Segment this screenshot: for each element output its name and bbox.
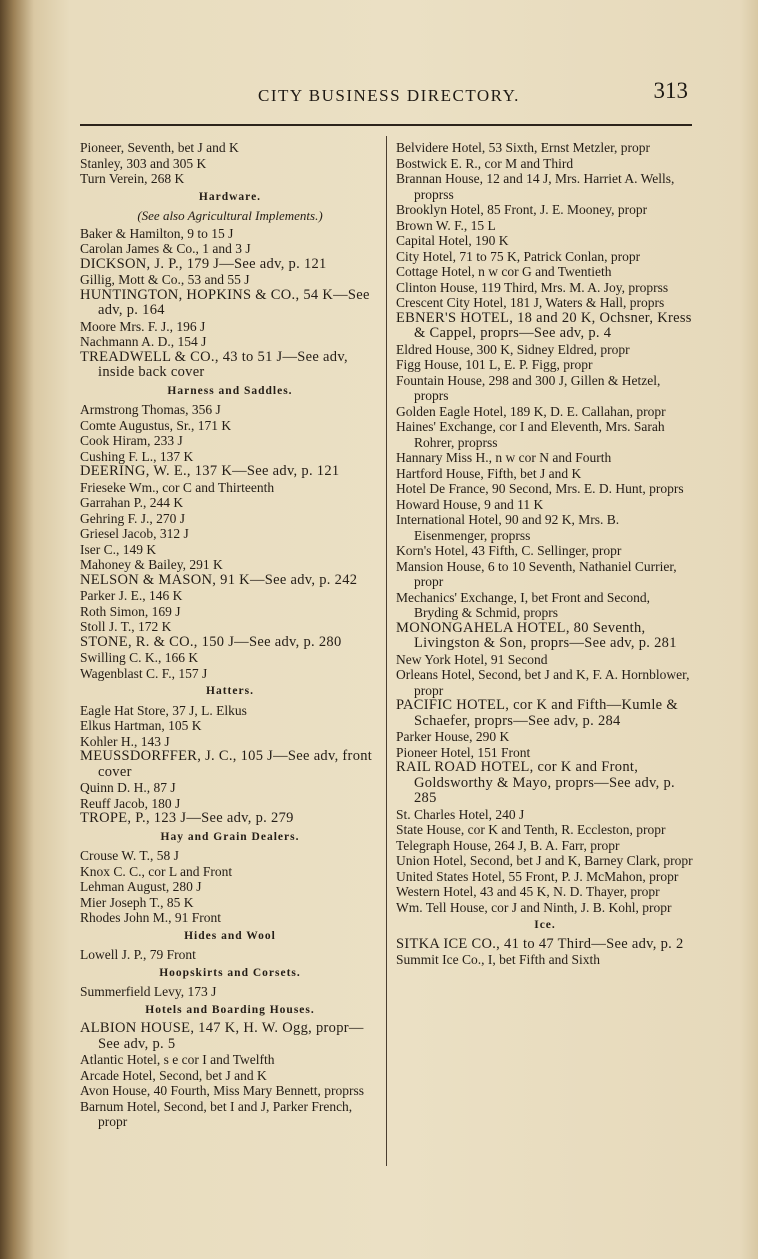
directory-entry: Eldred House, 300 K, Sidney Eldred, propr <box>396 341 630 357</box>
directory-entry: Barnum Hotel, Second, bet I and J, Parker French, propr <box>80 1098 353 1129</box>
directory-entry: Roth Simon, 169 J <box>80 603 181 619</box>
directory-entry: Nachmann A. D., 154 J <box>80 334 207 349</box>
section-heading: Hotels and Boarding Houses. <box>145 1003 315 1016</box>
directory-entry: Capital Hotel, 190 K <box>396 233 509 248</box>
directory-entry: Parker House, 290 K <box>396 729 510 744</box>
section-heading: Hay and Grain Dealers. <box>160 830 300 843</box>
directory-entry: Pioneer Hotel, 151 Front <box>396 744 531 760</box>
directory-entry: TREADWELL & CO., 43 to 51 J—See adv, inside back cover <box>80 348 348 380</box>
section-heading: Ice. <box>534 919 556 931</box>
directory-entry: STONE, R. & CO., 150 J—See adv, p. 280 <box>80 633 342 650</box>
directory-entry: Mechanics' Exchange, I, bet Front and Second, Bryding & Schmid, proprs <box>396 589 650 620</box>
directory-entry: NELSON & MASON, 91 K—See adv, p. 242 <box>80 571 358 588</box>
directory-entry: MONONGAHELA HOTEL, 80 Seventh, Livingston & Son, proprs—See adv, p. 281 <box>396 619 677 651</box>
directory-entry: Fountain House, 298 and 300 J, Gillen & Hetzel, proprs <box>396 372 661 403</box>
section-heading: Hoopskirts and Corsets. <box>159 966 301 979</box>
directory-entry: Quinn D. H., 87 J <box>80 780 176 795</box>
directory-entry: Hotel De France, 90 Second, Mrs. E. D. Hunt, proprs <box>396 481 684 496</box>
directory-entry: Griesel Jacob, 312 J <box>80 526 189 541</box>
directory-entry: Mier Joseph T., 85 K <box>80 894 194 910</box>
directory-entry: Bostwick E. R., cor M and Third <box>396 155 574 171</box>
directory-entry: Elkus Hartman, 105 K <box>80 718 202 733</box>
directory-entry: Union Hotel, Second, bet J and K, Barney Clark, propr <box>396 853 693 868</box>
directory-entry: Rhodes John M., 91 Front <box>80 910 222 925</box>
directory-entry: Haines' Exchange, cor I and Eleventh, Mrs. Sarah Rohrer, proprss <box>396 419 665 450</box>
directory-entry: New York Hotel, 91 Second <box>396 651 548 667</box>
directory-entry: Gehring F. J., 270 J <box>80 510 186 526</box>
directory-entry: Wm. Tell House, cor J and Ninth, J. B. Kohl, propr <box>396 899 672 915</box>
directory-entry: EBNER'S HOTEL, 18 and 20 K, Ochsner, Kress & Cappel, proprs—See adv, p. 4 <box>396 309 692 341</box>
directory-entry: Crouse W. T., 58 J <box>80 848 179 863</box>
directory-entry: Clinton House, 119 Third, Mrs. M. A. Joy, proprss <box>396 279 669 295</box>
directory-entry: Moore Mrs. F. J., 196 J <box>80 318 206 334</box>
directory-entry: Figg House, 101 L, E. P. Figg, propr <box>396 357 593 372</box>
directory-entry: Swilling C. K., 166 K <box>80 650 199 665</box>
section-heading: Hides and Wool <box>184 929 276 942</box>
directory-entry: St. Charles Hotel, 240 J <box>396 806 525 822</box>
directory-entry: Stoll J. T., 172 K <box>80 619 172 634</box>
column-divider <box>386 136 387 1166</box>
directory-entry: ALBION HOUSE, 147 K, H. W. Ogg, propr—See adv, p. 5 <box>80 1020 364 1052</box>
directory-entry: Eagle Hat Store, 37 J, L. Elkus <box>80 702 247 718</box>
directory-entry: Brooklyn Hotel, 85 Front, J. E. Mooney, propr <box>396 202 648 217</box>
directory-entry: Golden Eagle Hotel, 189 K, D. E. Callahan, propr <box>396 403 666 419</box>
directory-entry: Summit Ice Co., I, bet Fifth and Sixth <box>396 952 600 967</box>
directory-entry: RAIL ROAD HOTEL, cor K and Front, Goldsworthy & Mayo, proprs—See adv, p. 285 <box>396 759 675 806</box>
directory-entry: DEERING, W. E., 137 K—See adv, p. 121 <box>80 463 340 479</box>
directory-entry: Orleans Hotel, Second, bet J and K, F. A. Hornblower, propr <box>396 667 690 698</box>
directory-entry: TROPE, P., 123 J—See adv, p. 279 <box>80 810 294 826</box>
directory-entry: Hartford House, Fifth, bet J and K <box>396 465 582 481</box>
directory-entry: Brannan House, 12 and 14 J, Mrs. Harriet A. Wells, proprss <box>396 171 675 202</box>
directory-entry: Kohler H., 143 J <box>80 733 170 749</box>
directory-entry: Western Hotel, 43 and 45 K, N. D. Thayer, propr <box>396 884 660 899</box>
directory-entry: International Hotel, 90 and 92 K, Mrs. B. Eisenmenger, proprss <box>396 512 620 543</box>
directory-entry: Howard House, 9 and 11 K <box>396 496 544 512</box>
section-heading: Harness and Saddles. <box>167 384 293 397</box>
directory-entry: Gillig, Mott & Co., 53 and 55 J <box>80 272 250 287</box>
page-number: 313 <box>653 78 688 103</box>
directory-entry: Korn's Hotel, 43 Fifth, C. Sellinger, propr <box>396 543 622 558</box>
directory-entry: Frieseke Wm., cor C and Thirteenth <box>80 479 275 495</box>
section-heading: Hardware. <box>198 190 262 203</box>
directory-entry: Cook Hiram, 233 J <box>80 433 183 448</box>
directory-entry: Arcade Hotel, Second, bet J and K <box>80 1067 267 1083</box>
directory-entry: Turn Verein, 268 K <box>80 171 185 186</box>
directory-entry: Comte Augustus, Sr., 171 K <box>80 417 232 433</box>
directory-entry: Lehman August, 280 J <box>80 879 202 894</box>
directory-entry: Armstrong Thomas, 356 J <box>80 402 221 417</box>
directory-entry: PACIFIC HOTEL, cor K and Fifth—Kumle & Schaefer, proprs—See adv, p. 284 <box>396 697 678 729</box>
directory-entry: Crescent City Hotel, 181 J, Waters & Hall, proprs <box>396 295 665 310</box>
directory-entry: Avon House, 40 Fourth, Miss Mary Bennett, proprss <box>80 1083 364 1098</box>
directory-entry: Knox C. C., cor L and Front <box>80 863 233 879</box>
header-rule <box>80 124 692 126</box>
right-column <box>396 140 694 968</box>
directory-entry: United States Hotel, 55 Front, P. J. McMahon, propr <box>396 868 679 884</box>
directory-entry: Parker J. E., 146 K <box>80 588 183 603</box>
left-column <box>80 140 380 1130</box>
directory-entry: MEUSSDORFFER, J. C., 105 J—See adv, front cover <box>80 748 373 780</box>
directory-entry: Pioneer, Seventh, bet J and K <box>80 140 239 155</box>
directory-entry: City Hotel, 71 to 75 K, Patrick Conlan, propr <box>396 248 641 264</box>
directory-entry: DICKSON, J. P., 179 J—See adv, p. 121 <box>80 255 327 272</box>
directory-entry: Summerfield Levy, 173 J <box>80 984 217 999</box>
directory-entry: Hannary Miss H., n w cor N and Fourth <box>396 450 612 465</box>
directory-entry: Baker & Hamilton, 9 to 15 J <box>80 225 234 241</box>
section-note: (See also Agricultural Implements.) <box>137 208 323 223</box>
directory-entry: Mansion House, 6 to 10 Seventh, Nathaniel Currier, propr <box>396 558 677 589</box>
directory-entry: Belvidere Hotel, 53 Sixth, Ernst Metzler, propr <box>396 140 651 155</box>
directory-entry: Brown W. F., 15 L <box>396 217 496 233</box>
directory-entry: State House, cor K and Tenth, R. Eccleston, propr <box>396 822 666 837</box>
directory-entry: Cottage Hotel, n w cor G and Twentieth <box>396 264 612 279</box>
directory-entry: Carolan James & Co., 1 and 3 J <box>80 241 251 256</box>
section-heading: Hatters. <box>206 685 254 697</box>
directory-entry: HUNTINGTON, HOPKINS & CO., 54 K—See adv, p. 164 <box>80 286 370 318</box>
directory-entry: Stanley, 303 and 305 K <box>80 155 207 171</box>
directory-entry: Mahoney & Bailey, 291 K <box>80 557 223 572</box>
directory-entry: Iser C., 149 K <box>80 541 157 557</box>
directory-entry: Garrahan P., 244 K <box>80 495 184 510</box>
directory-entry: Lowell J. P., 79 Front <box>80 947 196 962</box>
directory-entry: Cushing F. L., 137 K <box>80 448 194 464</box>
page-title: CITY BUSINESS DIRECTORY. <box>258 86 520 105</box>
page-header <box>80 78 700 108</box>
directory-entry: Telegraph House, 264 J, B. A. Farr, propr <box>396 837 620 853</box>
directory-entry: SITKA ICE CO., 41 to 47 Third—See adv, p. 2 <box>396 935 684 952</box>
directory-entry: Reuff Jacob, 180 J <box>80 795 181 811</box>
directory-entry: Wagenblast C. F., 157 J <box>80 665 208 681</box>
directory-entry: Atlantic Hotel, s e cor I and Twelfth <box>80 1052 275 1067</box>
